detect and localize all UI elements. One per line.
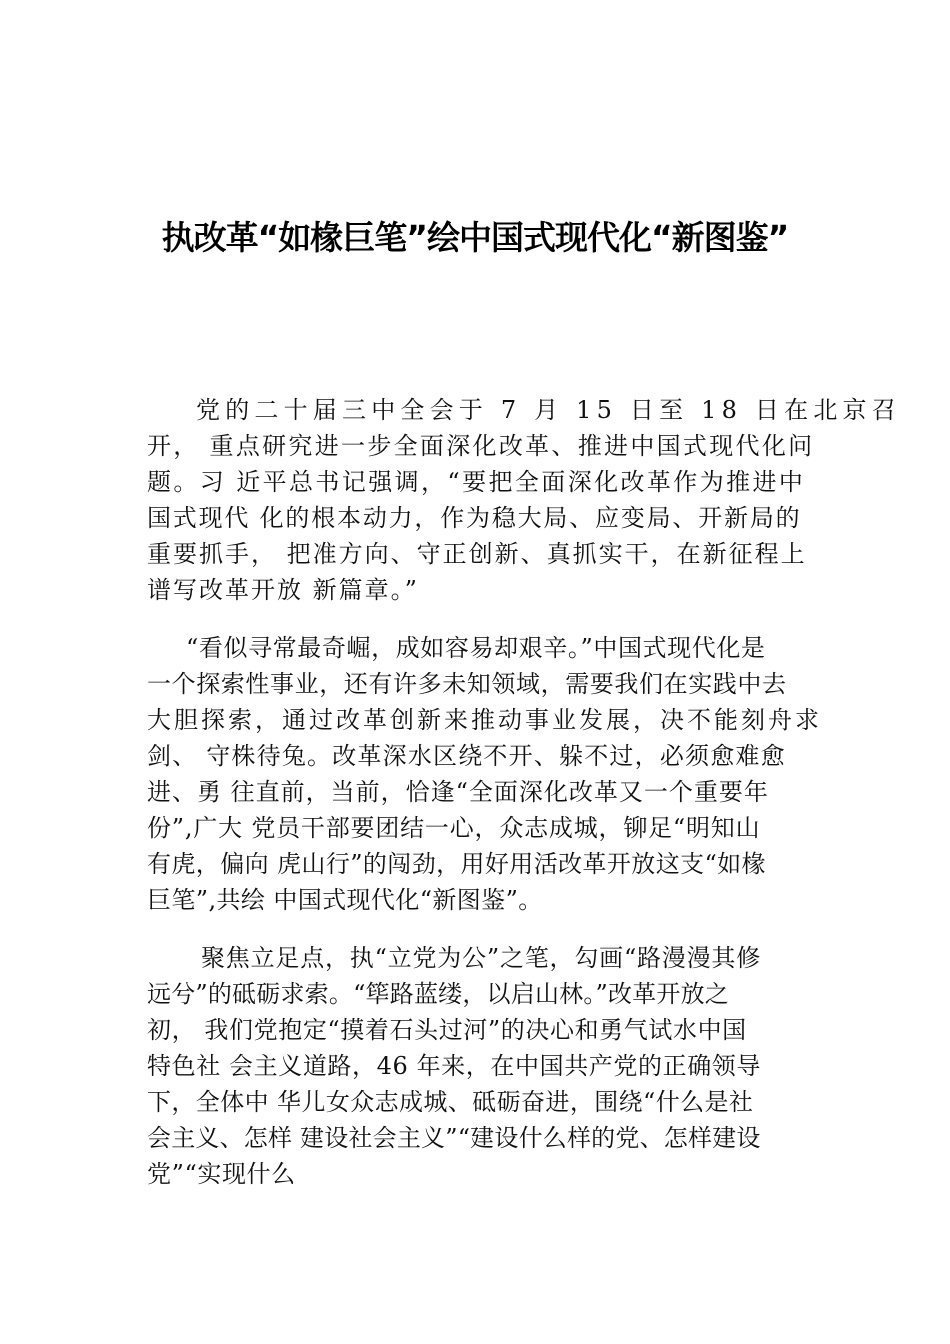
paragraph-2-line-5: 进、勇 往直前，当前，恰逢“全面深化改革又一个重要年 <box>147 778 769 806</box>
paragraph-1-line-2: 开， 重点研究进一步全面深化改革、推进中国式现代化问 <box>147 432 815 460</box>
paragraph-1-line-3: 题。习 近平总书记强调，“要把全面深化改革作为推进中 <box>147 468 806 496</box>
paragraph-1-line-1: 党的二十届三中全会于 7 月 15 日至 18 日在北京召 <box>196 396 901 424</box>
paragraph-2-line-3: 大胆探索，通过改革创新来推动事业发展，决不能刻舟求 <box>147 706 822 734</box>
paragraph-2-line-7: 有虎，偏向 虎山行”的闯劲，用好用活改革开放这支“如椽 <box>147 850 766 878</box>
paragraph-1-line-5: 重要抓手， 把准方向、守正创新、真抓实干，在新征程上 <box>147 540 807 568</box>
paragraph-2-line-2: 一个探索性事业，还有许多未知领域，需要我们在实践中去 <box>147 670 787 698</box>
document-title: 执改革“如椽巨笔”绘中国式现代化“新图鉴” <box>161 218 789 257</box>
paragraph-3-line-6: 会主义、怎样 建设社会主义”“建设什么样的党、怎样建设 <box>147 1124 761 1152</box>
paragraph-3-line-1: 聚焦立足点，执“立党为公”之笔，勾画“路漫漫其修 <box>201 944 762 972</box>
paragraph-3-line-4: 特色社 会主义道路，46 年来，在中国共产党的正确领导 <box>147 1052 761 1080</box>
paragraph-2-line-8: 巨笔”,共绘 中国式现代化“新图鉴”。 <box>147 886 543 914</box>
paragraph-2-line-4: 剑、 守株待兔。改革深水区绕不开、躲不过，必须愈难愈 <box>147 742 786 770</box>
paragraph-1-line-6: 谱写改革开放 新篇章。” <box>147 576 419 604</box>
paragraph-3-line-2: 远兮”的砥砺求索。“筚路蓝缕，以启山林。”改革开放之 <box>147 980 730 1008</box>
paragraph-3-line-7: 党”“实现什么 <box>147 1160 296 1188</box>
paragraph-1-line-4: 国式现代 化的根本动力，作为稳大局、应变局、开新局的 <box>147 504 802 532</box>
paragraph-2-line-1: “看似寻常最奇崛，成如容易却艰辛。”中国式现代化是 <box>186 634 766 662</box>
paragraph-2-line-6: 份”,广大 党员干部要团结一心，众志成城，铆足“明知山 <box>147 814 761 842</box>
paragraph-3-line-5: 下，全体中 华儿女众志成城、砥砺奋进，围绕“什么是社 <box>147 1088 754 1116</box>
paragraph-3-line-3: 初， 我们党抱定“摸着石头过河”的决心和勇气试水中国 <box>147 1016 747 1044</box>
